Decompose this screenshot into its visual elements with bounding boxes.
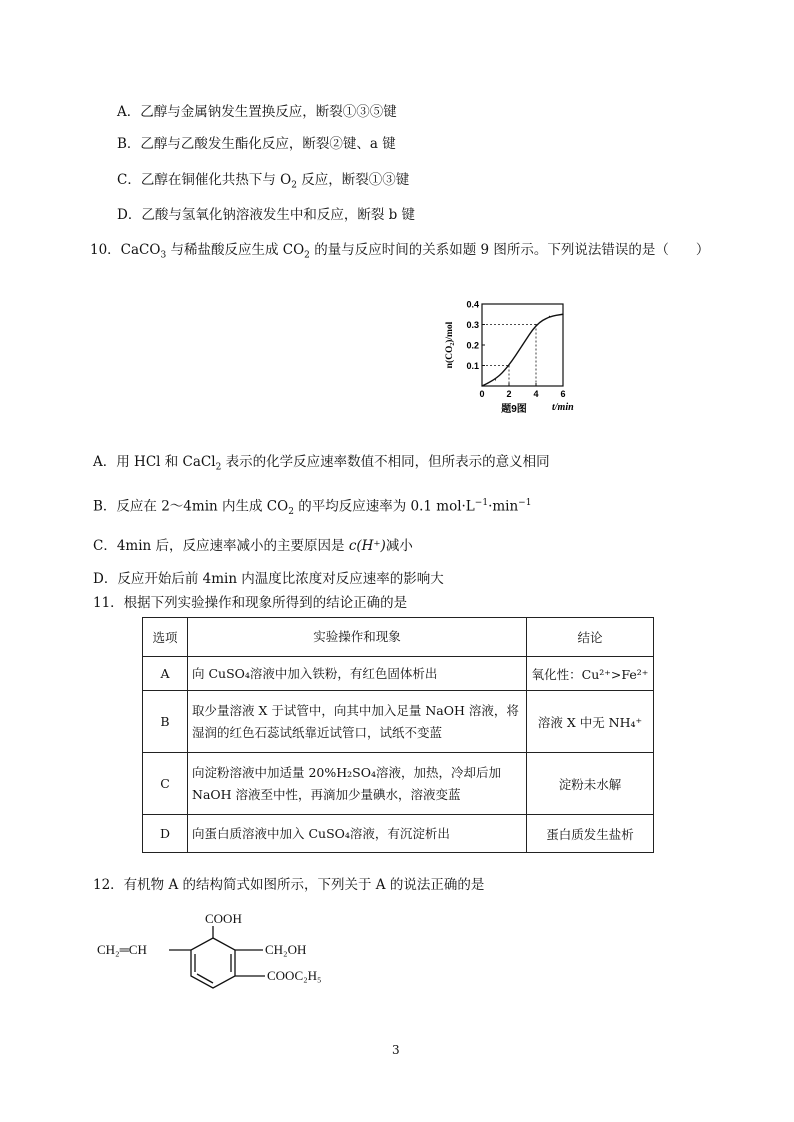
y-tick-label: 0.3 — [466, 320, 479, 330]
q10-option-b: B．反应在 2～4min 内生成 $CO_2$ 的平均反应速率为 0.1 $mol\cdot L^{-1}\cdot\min^{-1}$ — [93, 498, 532, 518]
table-header-row — [143, 618, 654, 657]
data-point — [549, 316, 550, 317]
chart-title: 题9图 — [501, 404, 527, 415]
row-key: C — [143, 753, 188, 815]
hydrogen-ion-concentration: c(H⁺) — [348, 538, 386, 554]
q10-option-d: D．反应开始后前 4min 内温度比浓度对反应速率的影响大 — [93, 571, 444, 587]
data-point — [481, 385, 482, 386]
row-key: D — [143, 815, 188, 853]
table-row — [143, 753, 654, 815]
header-conclusion: 结论 — [527, 618, 654, 657]
co2-chart — [440, 296, 580, 421]
header-option: 选项 — [143, 618, 188, 657]
row-key: B — [143, 691, 188, 753]
row-conclusion: 淀粉未水解 — [527, 753, 654, 815]
q11-stem: 11．根据下列实验操作和现象所得到的结论正确的是 — [93, 595, 408, 611]
y-tick-label: 0.4 — [466, 299, 479, 310]
row-conclusion: 氧化性：Cu²⁺>Fe²⁺ — [527, 657, 654, 691]
row-conclusion: 蛋白质发生盐析 — [527, 815, 654, 853]
row-operation: 向淀粉溶液中加适量 20%H₂SO₄溶液，加热，冷却后加 NaOH 溶液至中性，再滴加少量碘水，溶液变蓝 — [188, 753, 527, 815]
ch2oh-group: CH₂OH — [265, 942, 307, 957]
x-tick-label: 0 — [479, 389, 485, 399]
row-conclusion: 溶液 X 中无 NH₄⁺ — [527, 691, 654, 753]
table-row — [143, 691, 654, 753]
y-tick-label: 0.2 — [466, 340, 479, 351]
data-point — [495, 379, 496, 380]
y-axis-label: n(CO₂)/mol — [445, 321, 455, 369]
data-point — [562, 314, 563, 315]
x-tick-label: 4 — [533, 389, 539, 399]
q10-option-a: A．用 HCl 和 CaCl$_2$ 表示的化学反应速率数值不相同，但所表示的意义相同 — [93, 454, 550, 473]
data-point — [508, 365, 509, 366]
benzene-ring — [191, 938, 235, 988]
data-point — [522, 344, 523, 345]
row-operation: 向 CuSO₄溶液中加入铁粉，有红色固体析出 — [188, 657, 527, 691]
row-key: A — [143, 657, 188, 691]
q9-option-b: B．乙醇与乙酸发生酯化反应，断裂②键、a 键 — [117, 136, 396, 152]
experiment-table — [142, 617, 654, 853]
co2-curve — [482, 314, 563, 386]
q10-option-c: C．4min 后，反应速率减小的主要原因是 c(H⁺)减小 — [93, 538, 413, 554]
page-number: 3 — [392, 1043, 400, 1057]
q9-option-d: D．乙酸与氢氧化钠溶液发生中和反应，断裂 b 键 — [117, 207, 416, 223]
q9-option-a: A．乙醇与金属钠发生置换反应，断裂①③⑤键 — [117, 104, 397, 120]
x-tick-label: 6 — [560, 389, 566, 399]
vinyl-group: CH₂═CH — [97, 942, 147, 957]
data-point — [535, 324, 536, 325]
table-row — [143, 815, 654, 853]
structure-formula — [95, 908, 365, 1018]
x-tick-label: 2 — [506, 389, 512, 399]
q9-option-c: C．乙醇在铜催化共热下与 $O_2$ 反应，断裂①③键 — [117, 172, 410, 191]
q12-stem: 12．有机物 A 的结构简式如图所示，下列关于 A 的说法正确的是 — [93, 877, 485, 893]
q10-stem: 10．CaCO$_3$ 与稀盐酸反应生成 $CO_2$ 的量与反应时间的关系如题 9 图所示。下列说法错误的是（ ） — [90, 242, 710, 261]
row-operation: 向蛋白质溶液中加入 CuSO₄溶液，有沉淀析出 — [188, 815, 527, 853]
row-operation: 取少量溶液 X 于试管中，向其中加入足量 NaOH 溶液，将湿润的红色石蕊试纸靠近试管口，试纸不变蓝 — [188, 691, 527, 753]
header-operation: 实验操作和现象 — [188, 618, 527, 657]
y-tick-label: 0.1 — [466, 361, 479, 371]
table-row — [143, 657, 654, 691]
x-axis-label: t/min — [552, 402, 574, 413]
ester-group: COOC₂H₅ — [267, 968, 322, 983]
ring-double-bond — [197, 974, 213, 983]
cooh-group: COOH — [205, 911, 242, 926]
